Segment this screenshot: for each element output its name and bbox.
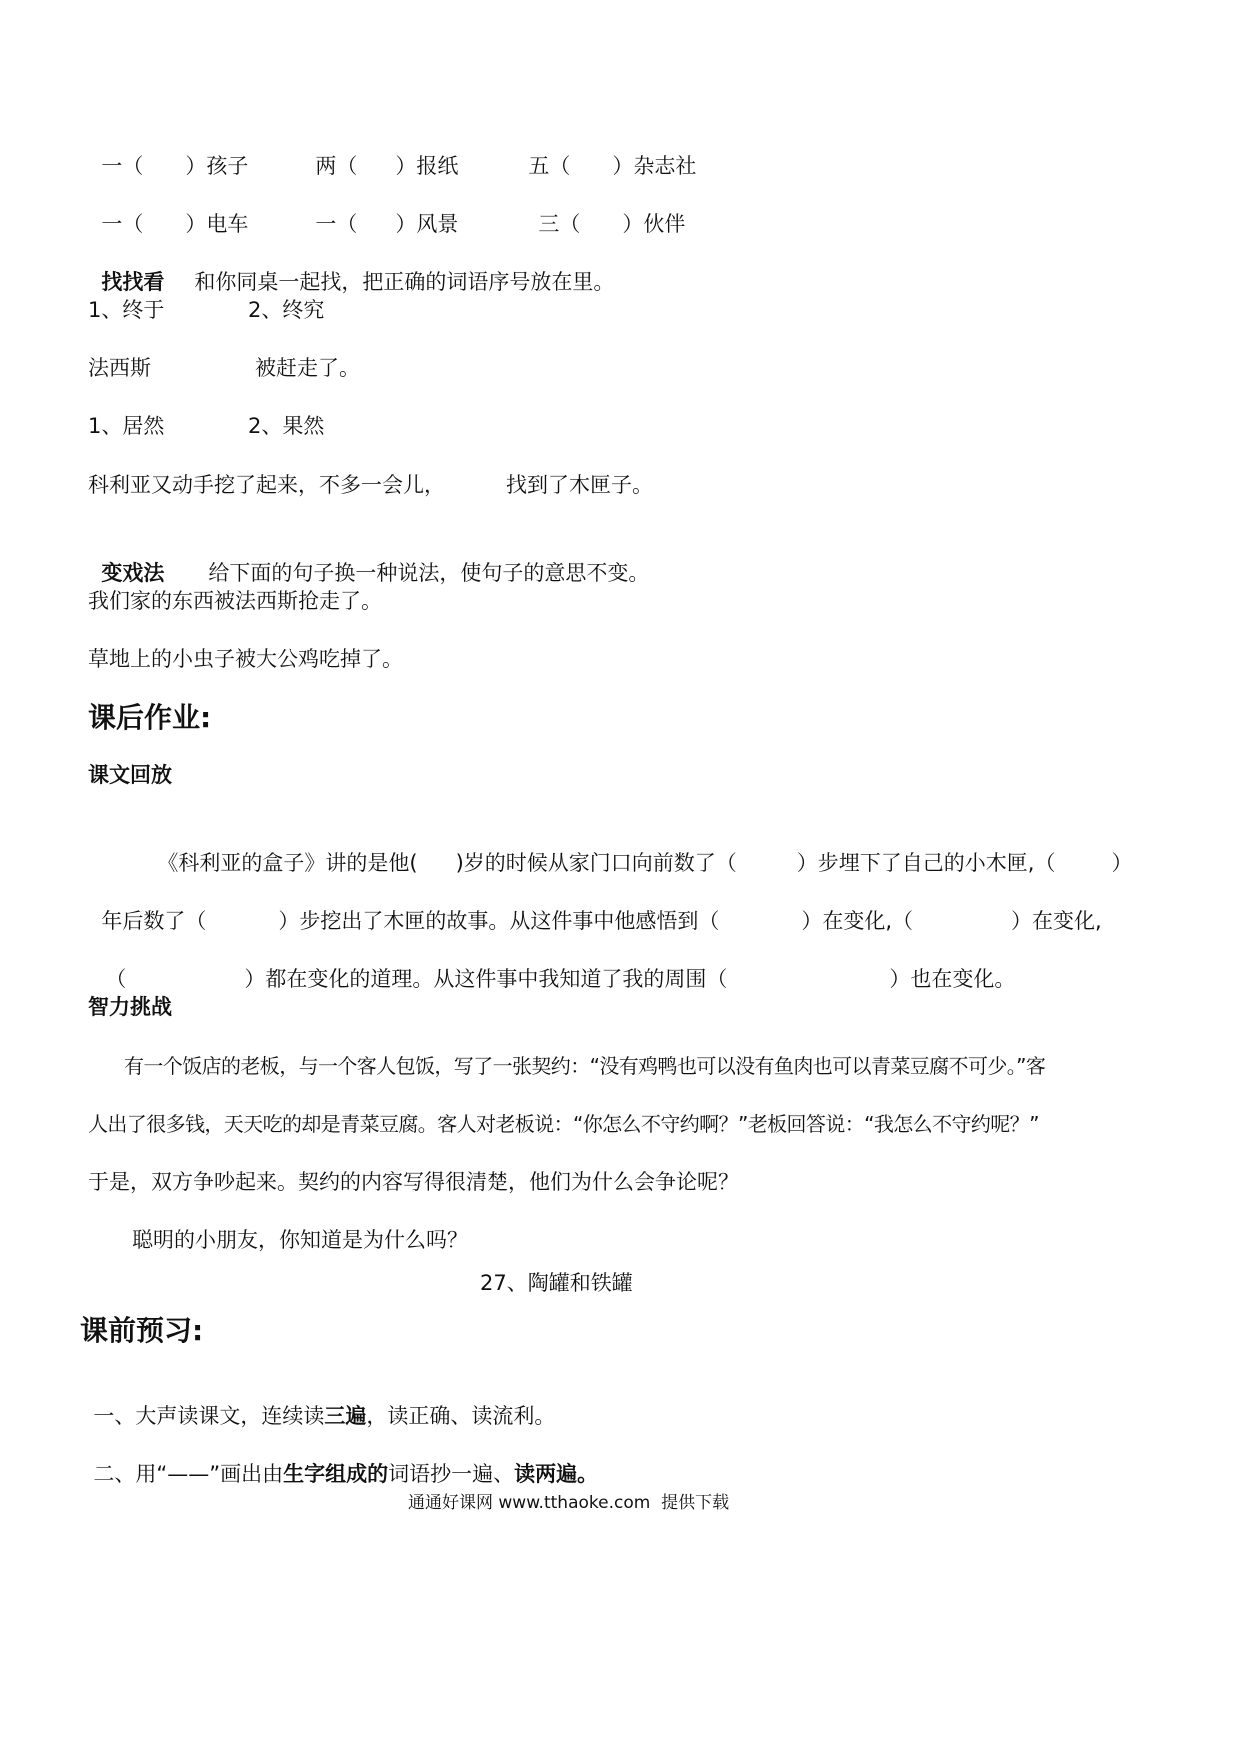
review-line-1: [144, 818, 1132, 878]
rewrite-instruction: 给下面的句子换一种说法，使句子的意思不变。: [208, 561, 650, 585]
mw-prefix: 一（: [101, 154, 144, 178]
challenge-paragraph-3: 于是，双方争吵起来。契约的内容写得很清楚，他们为什么会争论呢？: [88, 1170, 739, 1194]
find-heading: 找找看: [101, 270, 165, 294]
review-line-3: [92, 934, 1015, 994]
q2-option-1: 1、居然: [88, 414, 165, 438]
challenge-heading: 智力挑战: [88, 995, 172, 1019]
q1-option-1: 1、终于: [88, 298, 165, 322]
preview-emphasis: 生字组成的: [283, 1462, 389, 1486]
measure-row-2b: [302, 179, 458, 239]
mw-word: ）报纸: [395, 154, 459, 178]
rewrite-sentence-2: 草地上的小虫子被大公鸡吃掉了。: [88, 647, 403, 671]
measure-row-1b: [302, 121, 458, 181]
preview-text: 词语抄一遍、: [388, 1462, 515, 1486]
mw-prefix: 一（: [315, 212, 358, 236]
review-text: ）步埋下了自己的小木匣,（: [796, 851, 1056, 875]
homework-heading: 课后作业:: [88, 701, 212, 734]
measure-row-1: [88, 121, 248, 181]
mw-prefix: 三（: [538, 212, 581, 236]
find-instruction: 和你同桌一起找，把正确的词语序号放在里。: [194, 270, 615, 294]
q2-option-2: 2、果然: [248, 414, 325, 438]
review-text: 《科利亚的盒子》讲的是他(: [157, 851, 418, 875]
challenge-paragraph-2: 人出了很多钱，天天吃的却是青菜豆腐。客人对老板说：“你怎么不守约啊？”老板回答说：“我怎么不守约呢？”: [88, 1112, 1039, 1136]
measure-row-1c: [515, 121, 696, 181]
mw-word: ）孩子: [185, 154, 249, 178]
preview-emphasis: 三遍: [324, 1404, 367, 1428]
preview-emphasis: 读两遍。: [514, 1462, 599, 1486]
preview-text: ，读正确、读流利。: [366, 1404, 556, 1428]
review-text: ）在变化,: [1011, 909, 1102, 933]
mw-word: ）杂志社: [612, 154, 697, 178]
measure-row-2: [88, 179, 248, 239]
q1-sentence-start: 法西斯: [88, 356, 151, 380]
q2-sentence-start: 科利亚又动手挖了起来，不多一会儿，: [88, 473, 445, 497]
review-heading: 课文回放: [88, 763, 172, 787]
preview-text: 一、大声读课文，连续读: [93, 1404, 325, 1428]
review-text: （: [105, 967, 127, 991]
preview-item-1: [80, 1371, 555, 1431]
mw-word: ）风景: [395, 212, 459, 236]
q1-sentence-end: 被赶走了。: [255, 356, 360, 380]
mw-word: ）伙伴: [622, 212, 686, 236]
review-text: ）都在变化的道理。从这件事中我知道了我的周围（: [244, 967, 728, 991]
review-text: ）也在变化。: [889, 967, 1016, 991]
rewrite-line: [88, 528, 649, 588]
mw-prefix: 一（: [101, 212, 144, 236]
review-text: )岁的时候从家门口向前数了（: [455, 851, 737, 875]
q1-option-2: 2、终究: [248, 298, 325, 322]
rewrite-sentence-1: 我们家的东西被法西斯抢走了。: [88, 589, 382, 613]
challenge-question: 聪明的小朋友，你知道是为什么吗？: [132, 1228, 468, 1252]
rewrite-heading: 变戏法: [101, 561, 165, 585]
challenge-paragraph-1: 有一个饭店的老板，与一个客人包饭，写了一张契约：“没有鸡鸭也可以没有鱼肉也可以青菜豆腐不可少。”客: [124, 1054, 1046, 1078]
mw-word: ）电车: [185, 212, 249, 236]
review-line-2: [88, 876, 1102, 936]
preview-heading: 课前预习:: [80, 1314, 204, 1347]
q2-sentence-end: 找到了木匣子。: [506, 473, 653, 497]
preview-text: 二、用“——”画出由: [93, 1462, 284, 1486]
find-line: [88, 237, 614, 297]
review-text: 年后数了（: [101, 909, 207, 933]
measure-row-2c: [525, 179, 685, 239]
review-text: ）步挖出了木匣的故事。从这件事中他感悟到（: [278, 909, 720, 933]
mw-prefix: 两（: [315, 154, 358, 178]
lesson-title: 27、陶罐和铁罐: [480, 1271, 633, 1295]
review-text: ）在变化,（: [801, 909, 914, 933]
mw-prefix: 五（: [528, 154, 571, 178]
footer-credit: 通通好课网 www.tthaoke.com 提供下载: [408, 1493, 730, 1513]
review-text: ）: [1111, 851, 1133, 875]
preview-item-2: [80, 1429, 598, 1489]
